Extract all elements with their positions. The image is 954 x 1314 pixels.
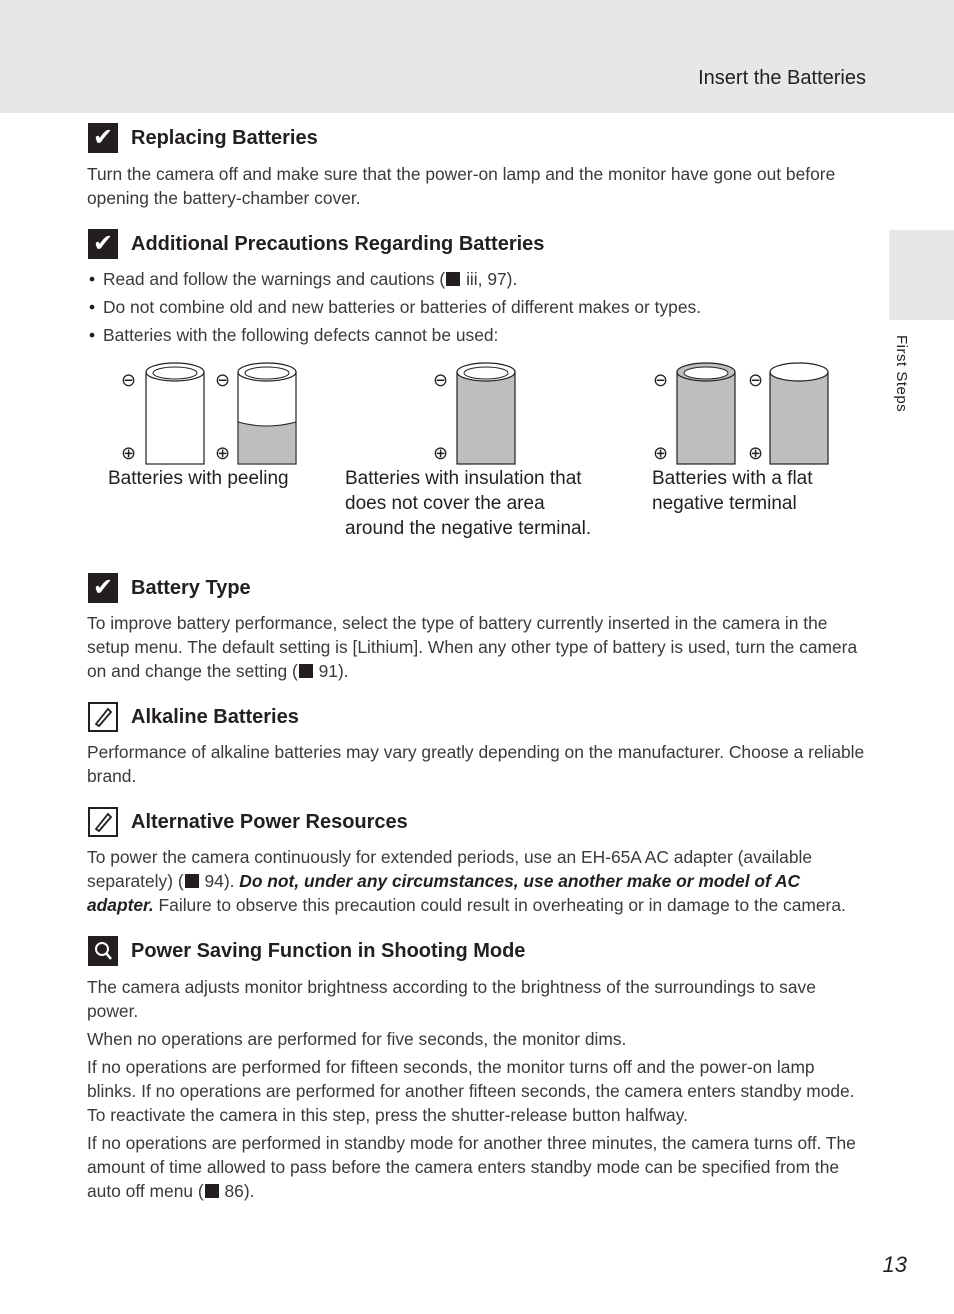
page-reference-icon — [299, 664, 313, 678]
svg-text:⊕: ⊕ — [215, 443, 231, 464]
page-reference-icon — [205, 1184, 219, 1198]
list-item: • Do not combine old and new batteries or batteries of different makes or types. — [87, 295, 867, 323]
alternative-text: To power the camera continuously for extended periods, use an EH-65A AC adapter (available separately) ( 94). Do not, under any circumstances, use another make or model of AC adapter. Failure to observe this precaution could result in overheating or in damage to the camera. — [87, 847, 846, 915]
section-power-saving — [88, 935, 525, 967]
replacing-text: Turn the camera off and make sure that the power-on lamp and the monitor have gone out before opening the battery-chamber cover. — [87, 164, 836, 208]
section-alkaline-batteries — [88, 701, 299, 733]
caption-insulation: Batteries with insulation that does not cover the area around the negative terminal. — [345, 468, 592, 539]
side-tab — [889, 230, 954, 320]
section-title: Battery Type — [131, 576, 251, 599]
battery-insulation-figure — [430, 360, 530, 466]
page-number: 13 — [882, 1252, 907, 1277]
note-icon — [88, 807, 118, 837]
power-saving-text: The camera adjusts monitor brightness according to the brightness of the surroundings to save power. When no operations are performed for five seconds, the monitor dims. If no operations are performed for fifteen seconds, the monitor turns off and the power-on lamp blinks. If no operations are performed for another fifteen seconds, the camera enters standby mode. To reactivate the camera in this step, press the shutter-release button halfway. If no operations are performed in standby mode for another three minutes, the camera turns off. The amount of time allowed to pass before the camera enters standby mode can be specified from the auto off menu ( 86). — [87, 977, 856, 1201]
svg-text:⊖: ⊖ — [215, 370, 231, 391]
svg-text:⊖: ⊖ — [748, 370, 764, 391]
checkmark-icon: ✔ — [88, 573, 118, 603]
caption-peeling: Batteries with peeling — [108, 468, 289, 489]
svg-text:⊕: ⊕ — [748, 443, 764, 464]
svg-text:⊕: ⊕ — [433, 443, 449, 464]
section-battery-type — [88, 572, 251, 604]
section-title: Alkaline Batteries — [131, 705, 299, 728]
page-reference-icon — [446, 272, 460, 286]
section-title: Replacing Batteries — [131, 126, 318, 149]
svg-text:⊖: ⊖ — [433, 370, 449, 391]
tip-icon — [88, 936, 118, 966]
section-alternative-power — [88, 806, 408, 838]
battery-type-text: To improve battery performance, select the type of battery currently inserted in the camera in the setup menu. The default setting is [Lithium]. When any other type of battery is used, turn the camera on and change the setting ( 91). — [87, 613, 858, 681]
alkaline-text: Performance of alkaline batteries may vary greatly depending on the manufacturer. Choose a reliable brand. — [87, 742, 865, 786]
side-tab-label: First Steps — [893, 335, 910, 413]
battery-flat-terminal-figure — [650, 360, 840, 466]
page-header-title: Insert the Batteries — [698, 67, 866, 89]
svg-text:⊕: ⊕ — [653, 443, 669, 464]
list-item: • Read and follow the warnings and cautions ( iii, 97). — [87, 267, 867, 295]
list-item: • Batteries with the following defects cannot be used: — [87, 323, 867, 351]
section-title: Alternative Power Resources — [131, 810, 408, 833]
caption-flat-terminal: Batteries with a flat negative terminal — [652, 468, 813, 514]
section-additional-precautions — [88, 228, 544, 260]
header-band — [0, 0, 954, 113]
precautions-list — [87, 267, 867, 351]
svg-text:⊕: ⊕ — [121, 443, 137, 464]
page-reference-icon — [185, 874, 199, 888]
checkmark-icon: ✔ — [88, 123, 118, 153]
svg-text:⊖: ⊖ — [653, 370, 669, 391]
section-title: Additional Precautions Regarding Batteries — [131, 232, 545, 255]
note-icon — [88, 702, 118, 732]
svg-text:⊖: ⊖ — [121, 370, 137, 391]
battery-peeling-figure — [118, 360, 308, 466]
checkmark-icon: ✔ — [88, 229, 118, 259]
section-replacing-batteries — [88, 122, 318, 154]
section-title: Power Saving Function in Shooting Mode — [131, 939, 526, 962]
